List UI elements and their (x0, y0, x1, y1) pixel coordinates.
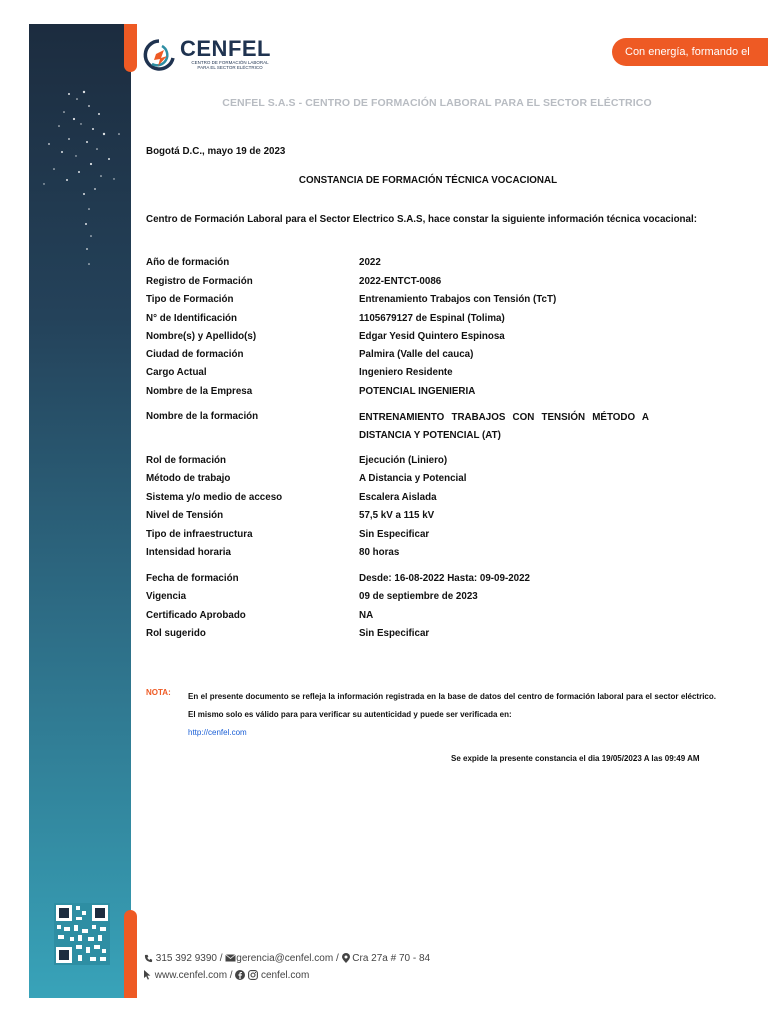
field-label: Registro de Formación (146, 276, 253, 287)
field-label: Nivel de Tensión (146, 510, 224, 521)
field-label: Tipo de infraestructura (146, 529, 253, 540)
field-value: 09 de septiembre de 2023 (359, 591, 478, 602)
footer-contact-line2 (144, 970, 309, 981)
field-label: Año de formación (146, 257, 230, 268)
field-label: Nombre(s) y Apellido(s) (146, 331, 257, 342)
orange-accent-bottom (124, 910, 137, 998)
field-label: Certificado Aprobado (146, 610, 246, 621)
issued-statement: Se expide la presente constancia el dia 19/05/2023 A las 09:49 AM (451, 754, 700, 763)
field-value: A Distancia y Potencial (359, 473, 467, 484)
field-value: Ejecución (Liniero) (359, 455, 448, 466)
field-label: Tipo de Formación (146, 294, 234, 305)
field-label: Vigencia (146, 591, 187, 602)
field-value: ENTRENAMIENTO TRABAJOS CON TENSIÓN MÉTODO A DISTANCIA Y POTENCIAL (AT) (359, 412, 649, 441)
field-label: Ciudad de formación (146, 349, 244, 360)
logo-subtitle-line1: CENTRO DE FORMACIÓN LABORAL (191, 60, 269, 65)
qr-code-icon (54, 903, 110, 965)
field-label: Fecha de formación (146, 573, 239, 584)
cursor-icon (144, 970, 152, 980)
field-label: N° de Identificación (146, 313, 238, 324)
field-value: 2022-ENTCT-0086 (359, 276, 442, 287)
facebook-icon[interactable] (235, 970, 245, 980)
cenfel-emblem-icon (142, 38, 176, 74)
decorative-sidebar (29, 24, 131, 998)
field-label: Sistema y/o medio de acceso (146, 492, 283, 503)
logo-title: CENFEL (180, 36, 271, 61)
verification-link[interactable]: http://cenfel.com (188, 728, 247, 737)
cenfel-logo (142, 36, 292, 76)
field-label: Rol sugerido (146, 628, 206, 639)
note-text: En el presente documento se refleja la información registrada en la base de datos del centro de formación laboral para el sector eléctrico. El mismo solo es válido para para verificar su autenticidad y puede ser verificada en: (188, 692, 716, 719)
field-value: Ingeniero Residente (359, 367, 453, 378)
location-pin-icon (342, 953, 350, 963)
slogan-badge: Con energía, formando el futuro (612, 38, 768, 66)
field-value: Escalera Aislada (359, 492, 437, 503)
phone-number[interactable]: 315 392 9390 / (155, 953, 223, 964)
field-label: Rol de formación (146, 455, 227, 466)
field-value: 2022 (359, 257, 381, 268)
field-label: Intensidad horaria (146, 547, 231, 558)
field-value: Entrenamiento Trabajos con Tensión (TcT) (359, 294, 557, 305)
field-label: Cargo Actual (146, 367, 207, 378)
field-value: 80 horas (359, 547, 400, 558)
orange-accent-top (124, 24, 137, 72)
field-value: NA (359, 610, 374, 621)
star-tree-decoration (29, 24, 131, 324)
logo-subtitle (190, 60, 270, 70)
document-title: CONSTANCIA DE FORMACIÓN TÉCNICA VOCACIONAL (298, 175, 558, 186)
instagram-icon[interactable] (248, 970, 258, 980)
field-value: Sin Especificar (359, 628, 430, 639)
email-address[interactable]: gerencia@cenfel.com / (236, 953, 339, 964)
social-handle[interactable]: cenfel.com (260, 970, 310, 981)
phone-icon (144, 954, 153, 963)
logo-subtitle-line2: PARA EL SECTOR ELÉCTRICO (197, 65, 263, 70)
field-label: Nombre de la formación (146, 411, 259, 422)
field-label: Método de trabajo (146, 473, 231, 484)
field-value: 57,5 kV a 115 kV (359, 510, 435, 521)
note-label: NOTA: (146, 688, 171, 697)
field-value: Desde: 16-08-2022 Hasta: 09-09-2022 (359, 573, 531, 584)
company-header: CENFEL S.A.S - CENTRO DE FORMACIÓN LABORAL PARA EL SECTOR ELÉCTRICO (222, 97, 652, 109)
field-label: Nombre de la Empresa (146, 386, 253, 397)
field-value: Edgar Yesid Quintero Espinosa (359, 331, 505, 342)
field-value: Sin Especificar (359, 529, 430, 540)
date-line: Bogotá D.C., mayo 19 de 2023 (146, 146, 286, 157)
street-address: Cra 27a # 70 - 84 (352, 953, 431, 964)
field-value: Palmira (Valle del cauca) (359, 349, 474, 360)
website-link[interactable]: www.cenfel.com / (154, 970, 233, 981)
mail-icon (225, 954, 236, 962)
intro-paragraph: Centro de Formación Laboral para el Sector Electrico S.A.S, hace constar la siguiente información técnica vocacional: (146, 214, 697, 225)
field-value: POTENCIAL INGENIERIA (359, 386, 476, 397)
field-value: 1105679127 de Espinal (Tolima) (359, 313, 505, 324)
footer-contact-line1 (144, 953, 430, 964)
